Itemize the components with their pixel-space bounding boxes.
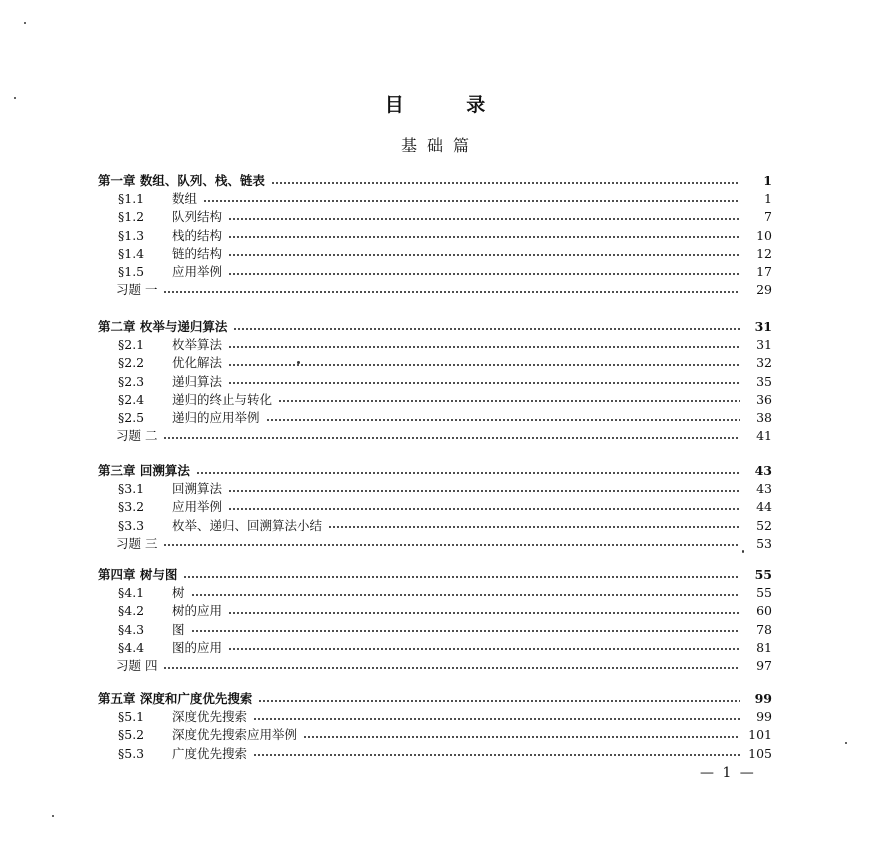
entry-page-number: 10 [756,227,772,243]
section-number: §1.1 [118,191,145,207]
dot-leader [228,508,740,510]
entry-label: 广度优先搜索 [172,745,248,761]
scan-speck [14,97,16,99]
entry-page-number: 7 [764,209,772,225]
section-number: §2.1 [118,337,145,353]
section-entry [118,708,772,726]
section-number: §1.3 [118,227,145,243]
section-number: §2.4 [118,391,145,407]
section-number: §1.4 [118,245,145,261]
chapter-entry [98,318,772,336]
entry-label: 树 [172,585,185,601]
page-number-footer: — 1 — [700,765,756,781]
section-entry [118,480,772,498]
section-number: §5.3 [118,745,145,761]
section-number: §1.2 [118,209,145,225]
scan-speck [24,22,26,24]
section-entry [118,208,772,226]
entry-label: 图的应用 [172,639,223,655]
section-entry [118,391,772,409]
chapter-entry [98,566,772,584]
section-entry [118,336,772,354]
entry-page-number: 55 [754,567,772,582]
section-entry [118,745,772,763]
exercise-entry [116,657,772,675]
section-number: §2.5 [118,410,145,425]
dot-leader [183,576,740,578]
section-entry [118,245,772,263]
section-entry [118,517,772,535]
entry-page-number: 31 [754,319,772,334]
dot-leader [163,667,740,669]
entry-label: 枚举、递归、回溯算法小结 [172,517,323,533]
entry-label: 队列结构 [172,209,223,225]
entry-label: 树的应用 [172,603,223,619]
dot-leader [163,437,740,439]
entry-label: 应用举例 [172,264,223,279]
section-number: §2.3 [118,373,145,389]
entry-label: 习题 二 [116,428,158,444]
entry-page-number: 78 [756,621,772,637]
section-number: §5.1 [118,709,145,725]
entry-label: 习题 三 [116,535,158,551]
dot-leader [191,630,740,632]
dot-leader [278,400,740,402]
dot-leader [228,648,740,650]
dot-leader [233,328,740,330]
entry-page-number: 43 [756,481,772,497]
entry-page-number: 99 [754,691,772,706]
section-number: §1.5 [118,264,145,279]
scan-speck [845,742,847,744]
entry-label: 第四章 树与图 [98,567,178,582]
entry-page-number: 55 [756,585,772,601]
dot-leader [228,218,740,220]
section-number: §3.2 [118,499,145,515]
chapter-entry [98,462,772,480]
dot-leader [196,472,740,474]
section-number: §4.3 [118,621,145,637]
section-number: §3.3 [118,517,145,533]
dot-leader [228,346,740,348]
section-entry [118,639,772,657]
section-entry [118,190,772,208]
entry-page-number: 99 [756,709,772,725]
dot-leader [253,754,740,756]
entry-label: 回溯算法 [172,481,223,497]
entry-page-number: 44 [756,499,772,515]
section-number: §5.2 [118,727,145,743]
scan-speck [52,815,54,817]
entry-page-number: 101 [748,727,772,743]
exercise-entry [116,281,772,299]
section-entry [118,227,772,245]
part-title: 基础篇 [400,136,479,155]
entry-label: 栈的结构 [172,227,223,243]
section-number: §4.2 [118,603,145,619]
section-entry [118,498,772,516]
section-entry [118,373,772,391]
section-entry [118,263,772,281]
entry-label: 习题 一 [116,282,158,298]
entry-label: 深度优先搜索应用举例 [172,727,298,743]
entry-page-number: 29 [756,282,772,298]
dot-leader [303,736,740,738]
section-entry [118,354,772,372]
dot-leader [258,700,740,702]
dot-leader [253,718,740,720]
entry-page-number: 36 [756,391,772,407]
entry-page-number: 17 [756,264,772,279]
section-entry [118,409,772,427]
entry-page-number: 52 [756,517,772,533]
dot-leader [228,490,740,492]
entry-page-number: 38 [756,410,772,425]
entry-label: 习题 四 [116,658,158,673]
scan-speck [297,361,300,364]
dot-leader [228,236,740,238]
dot-leader [228,254,740,256]
exercise-entry [116,427,772,445]
entry-page-number: 43 [754,463,772,478]
entry-page-number: 32 [756,355,772,371]
entry-label: 链的结构 [172,245,223,261]
entry-label: 枚举算法 [172,337,223,353]
entry-label: 应用举例 [172,499,223,515]
entry-page-number: 31 [756,337,772,353]
entry-page-number: 12 [756,245,772,261]
section-entry [118,602,772,620]
entry-page-number: 41 [756,428,772,444]
dot-leader [228,612,740,614]
dot-leader [191,594,740,596]
entry-label: 第三章 回溯算法 [98,463,190,478]
page-title: 目 录 [384,94,514,116]
dot-leader [228,273,740,275]
scan-speck [742,550,744,553]
entry-page-number: 1 [763,173,772,188]
section-entry [118,726,772,744]
dot-leader [271,182,740,184]
dot-leader [228,364,740,366]
entry-page-number: 105 [748,745,772,761]
dot-leader [328,526,740,528]
section-number: §2.2 [118,355,145,371]
entry-page-number: 1 [764,191,772,207]
entry-page-number: 35 [756,373,772,389]
section-entry [118,584,772,602]
entry-label: 第二章 枚举与递归算法 [98,319,228,334]
section-number: §4.1 [118,585,145,601]
entry-label: 图 [172,621,185,637]
entry-label: 递归的终止与转化 [172,391,273,407]
section-number: §3.1 [118,481,145,497]
entry-page-number: 81 [756,639,772,655]
entry-label: 优化解法 [172,355,223,371]
entry-label: 递归的应用举例 [172,410,260,425]
chapter-entry [98,172,772,190]
dot-leader [203,200,740,202]
entry-page-number: 53 [756,535,772,551]
dot-leader [163,544,740,546]
dot-leader [266,419,740,421]
section-entry [118,621,772,639]
entry-label: 数组 [172,191,198,207]
entry-label: 深度优先搜索 [172,709,248,725]
dot-leader [163,291,740,293]
exercise-entry [116,535,772,553]
section-number: §4.4 [118,639,145,655]
entry-page-number: 97 [756,658,772,673]
entry-page-number: 60 [756,603,772,619]
entry-label: 递归算法 [172,373,223,389]
dot-leader [228,382,740,384]
chapter-entry [98,690,772,708]
entry-label: 第五章 深度和广度优先搜索 [98,691,253,706]
entry-label: 第一章 数组、队列、栈、链表 [98,173,265,188]
